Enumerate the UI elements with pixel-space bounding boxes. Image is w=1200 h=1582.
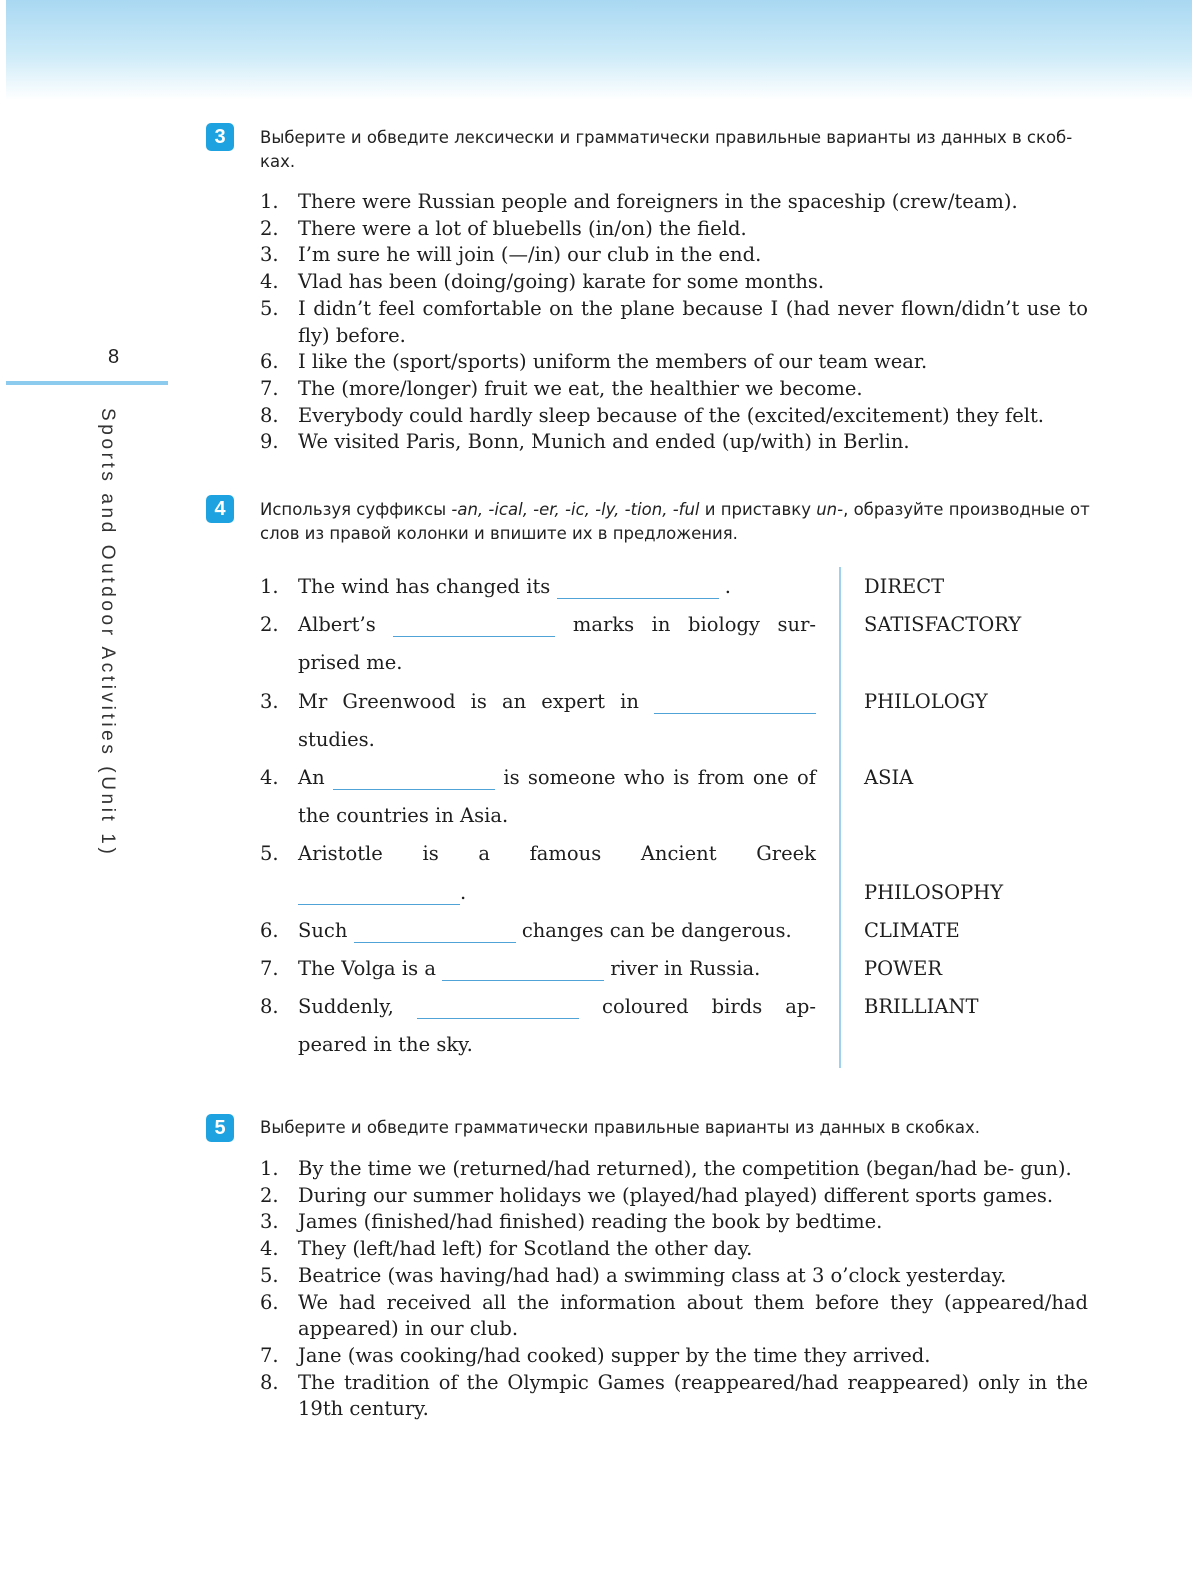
instruction-text: Используя суффиксы bbox=[260, 500, 452, 519]
list-item bbox=[260, 1263, 1088, 1290]
answer-blank[interactable] bbox=[654, 689, 816, 714]
list-item bbox=[260, 1343, 1088, 1370]
answer-blank[interactable] bbox=[333, 765, 495, 790]
list-item bbox=[260, 1370, 1088, 1423]
sentence-start: Aristotle is a famous Ancient Greek bbox=[298, 842, 816, 866]
list-item bbox=[260, 376, 1088, 403]
item-number: 7. bbox=[260, 1343, 279, 1367]
exercise-3-instruction: Выберите и обведите лексически и грамматически правильные варианты из данных в скоб- ках. bbox=[260, 128, 1073, 171]
item-number: 4. bbox=[260, 766, 279, 790]
list-item bbox=[260, 429, 1088, 456]
gap-sentence bbox=[260, 759, 816, 835]
item-number: 8. bbox=[260, 1370, 279, 1394]
page-number: 8 bbox=[108, 346, 120, 368]
sentence-end: coloured birds ap- peared in the sky. bbox=[298, 995, 816, 1057]
list-item bbox=[260, 1290, 1088, 1343]
item-text: The (more/longer) fruit we eat, the healthier we become. bbox=[298, 376, 863, 400]
item-number: 1. bbox=[260, 575, 279, 598]
item-number: 6. bbox=[260, 1290, 279, 1314]
sentence-end: river in Russia. bbox=[610, 957, 761, 981]
base-word bbox=[864, 721, 1021, 759]
item-number: 5. bbox=[260, 296, 279, 320]
item-number: 6. bbox=[260, 350, 279, 374]
list-item bbox=[260, 1236, 1088, 1263]
gap-sentence bbox=[260, 950, 816, 988]
item-number: 9. bbox=[260, 430, 279, 454]
base-word: PHILOLOGY bbox=[864, 689, 988, 713]
item-text: I didn’t feel comfortable on the plane because I (had never flown/didn’t use to fly) before. bbox=[298, 296, 1088, 347]
item-number: 5. bbox=[260, 842, 279, 866]
base-word bbox=[864, 797, 1021, 835]
gap-sentence bbox=[260, 835, 816, 911]
gap-sentence bbox=[260, 683, 816, 759]
item-text: James (finished/had finished) reading the book by bedtime. bbox=[298, 1210, 883, 1234]
sentence-end: is someone who is from one of the countries in Asia. bbox=[298, 766, 817, 828]
item-number: 4. bbox=[260, 270, 279, 294]
item-number: 8. bbox=[260, 995, 279, 1019]
item-number: 7. bbox=[260, 376, 279, 400]
sentence-start: An bbox=[298, 766, 325, 790]
answer-blank[interactable] bbox=[557, 574, 719, 599]
gap-sentence bbox=[260, 606, 816, 682]
running-head: Sports and Outdoor Activities (Unit 1) bbox=[97, 408, 118, 858]
exercise-4-instruction bbox=[260, 498, 1090, 546]
list-item bbox=[260, 269, 1088, 296]
sentence-start: The wind has changed its bbox=[298, 575, 551, 598]
item-text: The tradition of the Olympic Games (reappeared/had reappeared) only in the 19th century. bbox=[298, 1370, 1088, 1421]
sentence-end: . bbox=[460, 880, 467, 904]
item-text: Beatrice (was having/had had) a swimming class at 3 o’clock yesterday. bbox=[298, 1263, 1007, 1287]
side-rule bbox=[6, 381, 168, 385]
item-number: 1. bbox=[260, 1157, 279, 1180]
item-text: Everybody could hardly sleep because of the (excited/excitement) they felt. bbox=[298, 403, 1045, 427]
gap-sentence bbox=[260, 912, 816, 950]
exercise-3-list bbox=[260, 189, 1088, 456]
base-word: PHILOSOPHY bbox=[864, 880, 1004, 904]
item-text: I’m sure he will join (—/in) our club in the end. bbox=[298, 243, 762, 267]
column-divider bbox=[839, 567, 841, 1068]
suffix-list: -an, -ical, -er, -ic, -ly, -tion, -ful bbox=[451, 500, 700, 519]
gap-sentence bbox=[260, 568, 816, 606]
list-item bbox=[260, 242, 1088, 269]
list-item bbox=[260, 296, 1088, 349]
list-item bbox=[260, 403, 1088, 430]
sentence-end: changes can be dangerous. bbox=[521, 918, 792, 942]
item-number: 2. bbox=[260, 216, 279, 240]
sentence-start: Suddenly, bbox=[298, 995, 394, 1019]
item-number: 7. bbox=[260, 957, 279, 981]
sentence-start: Mr Greenwood is an expert in bbox=[298, 689, 639, 713]
item-text: They (left/had left) for Scotland the other day. bbox=[298, 1237, 753, 1261]
sentence-end: . bbox=[724, 575, 731, 598]
item-number: 2. bbox=[260, 613, 279, 637]
sentence-end: marks in biology sur- prised me. bbox=[298, 613, 816, 675]
sentence-start: Albert’s bbox=[298, 613, 376, 637]
item-text: I like the (sport/sports) uniform the members of our team wear. bbox=[298, 350, 928, 374]
item-number: 1. bbox=[260, 190, 279, 213]
instruction-text: , образуйте производные от слов из правой колонки и впишите их в предложения. bbox=[260, 500, 1090, 543]
exercise-5-badge: 5 bbox=[206, 1114, 234, 1142]
exercise-4-badge: 4 bbox=[206, 495, 234, 523]
item-text: Vlad has been (doing/going) karate for some months. bbox=[298, 270, 825, 294]
item-number: 8. bbox=[260, 403, 279, 427]
item-number: 4. bbox=[260, 1237, 279, 1261]
item-number: 3. bbox=[260, 689, 279, 713]
header-band bbox=[6, 0, 1192, 100]
sentence-end: studies. bbox=[298, 727, 375, 751]
base-word bbox=[864, 835, 1021, 873]
list-item bbox=[260, 1183, 1088, 1210]
instruction-text: и приставку bbox=[699, 500, 817, 519]
answer-blank[interactable] bbox=[354, 918, 516, 943]
item-text: We had received all the information about them before they (appeared/had appeared) in our club. bbox=[298, 1290, 1088, 1341]
item-text: Jane (was cooking/had cooked) supper by the time they arrived. bbox=[298, 1343, 931, 1367]
exercise-5-list bbox=[260, 1156, 1088, 1423]
gap-sentence bbox=[260, 988, 816, 1064]
item-number: 5. bbox=[260, 1263, 279, 1287]
word-column bbox=[864, 568, 1021, 1026]
list-item bbox=[260, 349, 1088, 376]
base-word: BRILLIANT bbox=[864, 995, 979, 1019]
list-item bbox=[260, 1209, 1088, 1236]
answer-blank[interactable] bbox=[417, 994, 579, 1019]
exercise-5-instruction: Выберите и обведите грамматически правильные варианты из данных в скобках. bbox=[260, 1118, 980, 1137]
item-text: We visited Paris, Bonn, Munich and ended (up/with) in Berlin. bbox=[298, 430, 910, 454]
base-word: SATISFACTORY bbox=[864, 613, 1022, 637]
sentence-start: The Volga is a bbox=[298, 957, 436, 981]
base-word: CLIMATE bbox=[864, 918, 960, 942]
list-item bbox=[260, 216, 1088, 243]
base-word: POWER bbox=[864, 956, 943, 980]
base-word bbox=[864, 644, 1021, 682]
list-item bbox=[260, 189, 1088, 216]
list-item bbox=[260, 1156, 1088, 1183]
item-text: There were Russian people and foreigners in the spaceship (crew/team). bbox=[298, 190, 1018, 213]
item-number: 3. bbox=[260, 243, 279, 267]
answer-blank[interactable] bbox=[393, 612, 555, 637]
item-text: By the time we (returned/had returned), the competition (began/had be- gun). bbox=[298, 1157, 1072, 1180]
item-number: 2. bbox=[260, 1183, 279, 1207]
exercise-4-list bbox=[260, 568, 816, 1065]
item-text: During our summer holidays we (played/had played) different sports games. bbox=[298, 1183, 1054, 1207]
sentence-start: Such bbox=[298, 918, 348, 942]
exercise-3-badge: 3 bbox=[206, 123, 234, 151]
base-word: ASIA bbox=[864, 765, 914, 789]
item-number: 3. bbox=[260, 1210, 279, 1234]
answer-blank[interactable] bbox=[298, 880, 460, 905]
answer-blank[interactable] bbox=[442, 956, 604, 981]
prefix: un- bbox=[816, 500, 844, 519]
base-word: DIRECT bbox=[864, 575, 945, 598]
item-number: 6. bbox=[260, 918, 279, 942]
item-text: There were a lot of bluebells (in/on) the field. bbox=[298, 216, 747, 240]
